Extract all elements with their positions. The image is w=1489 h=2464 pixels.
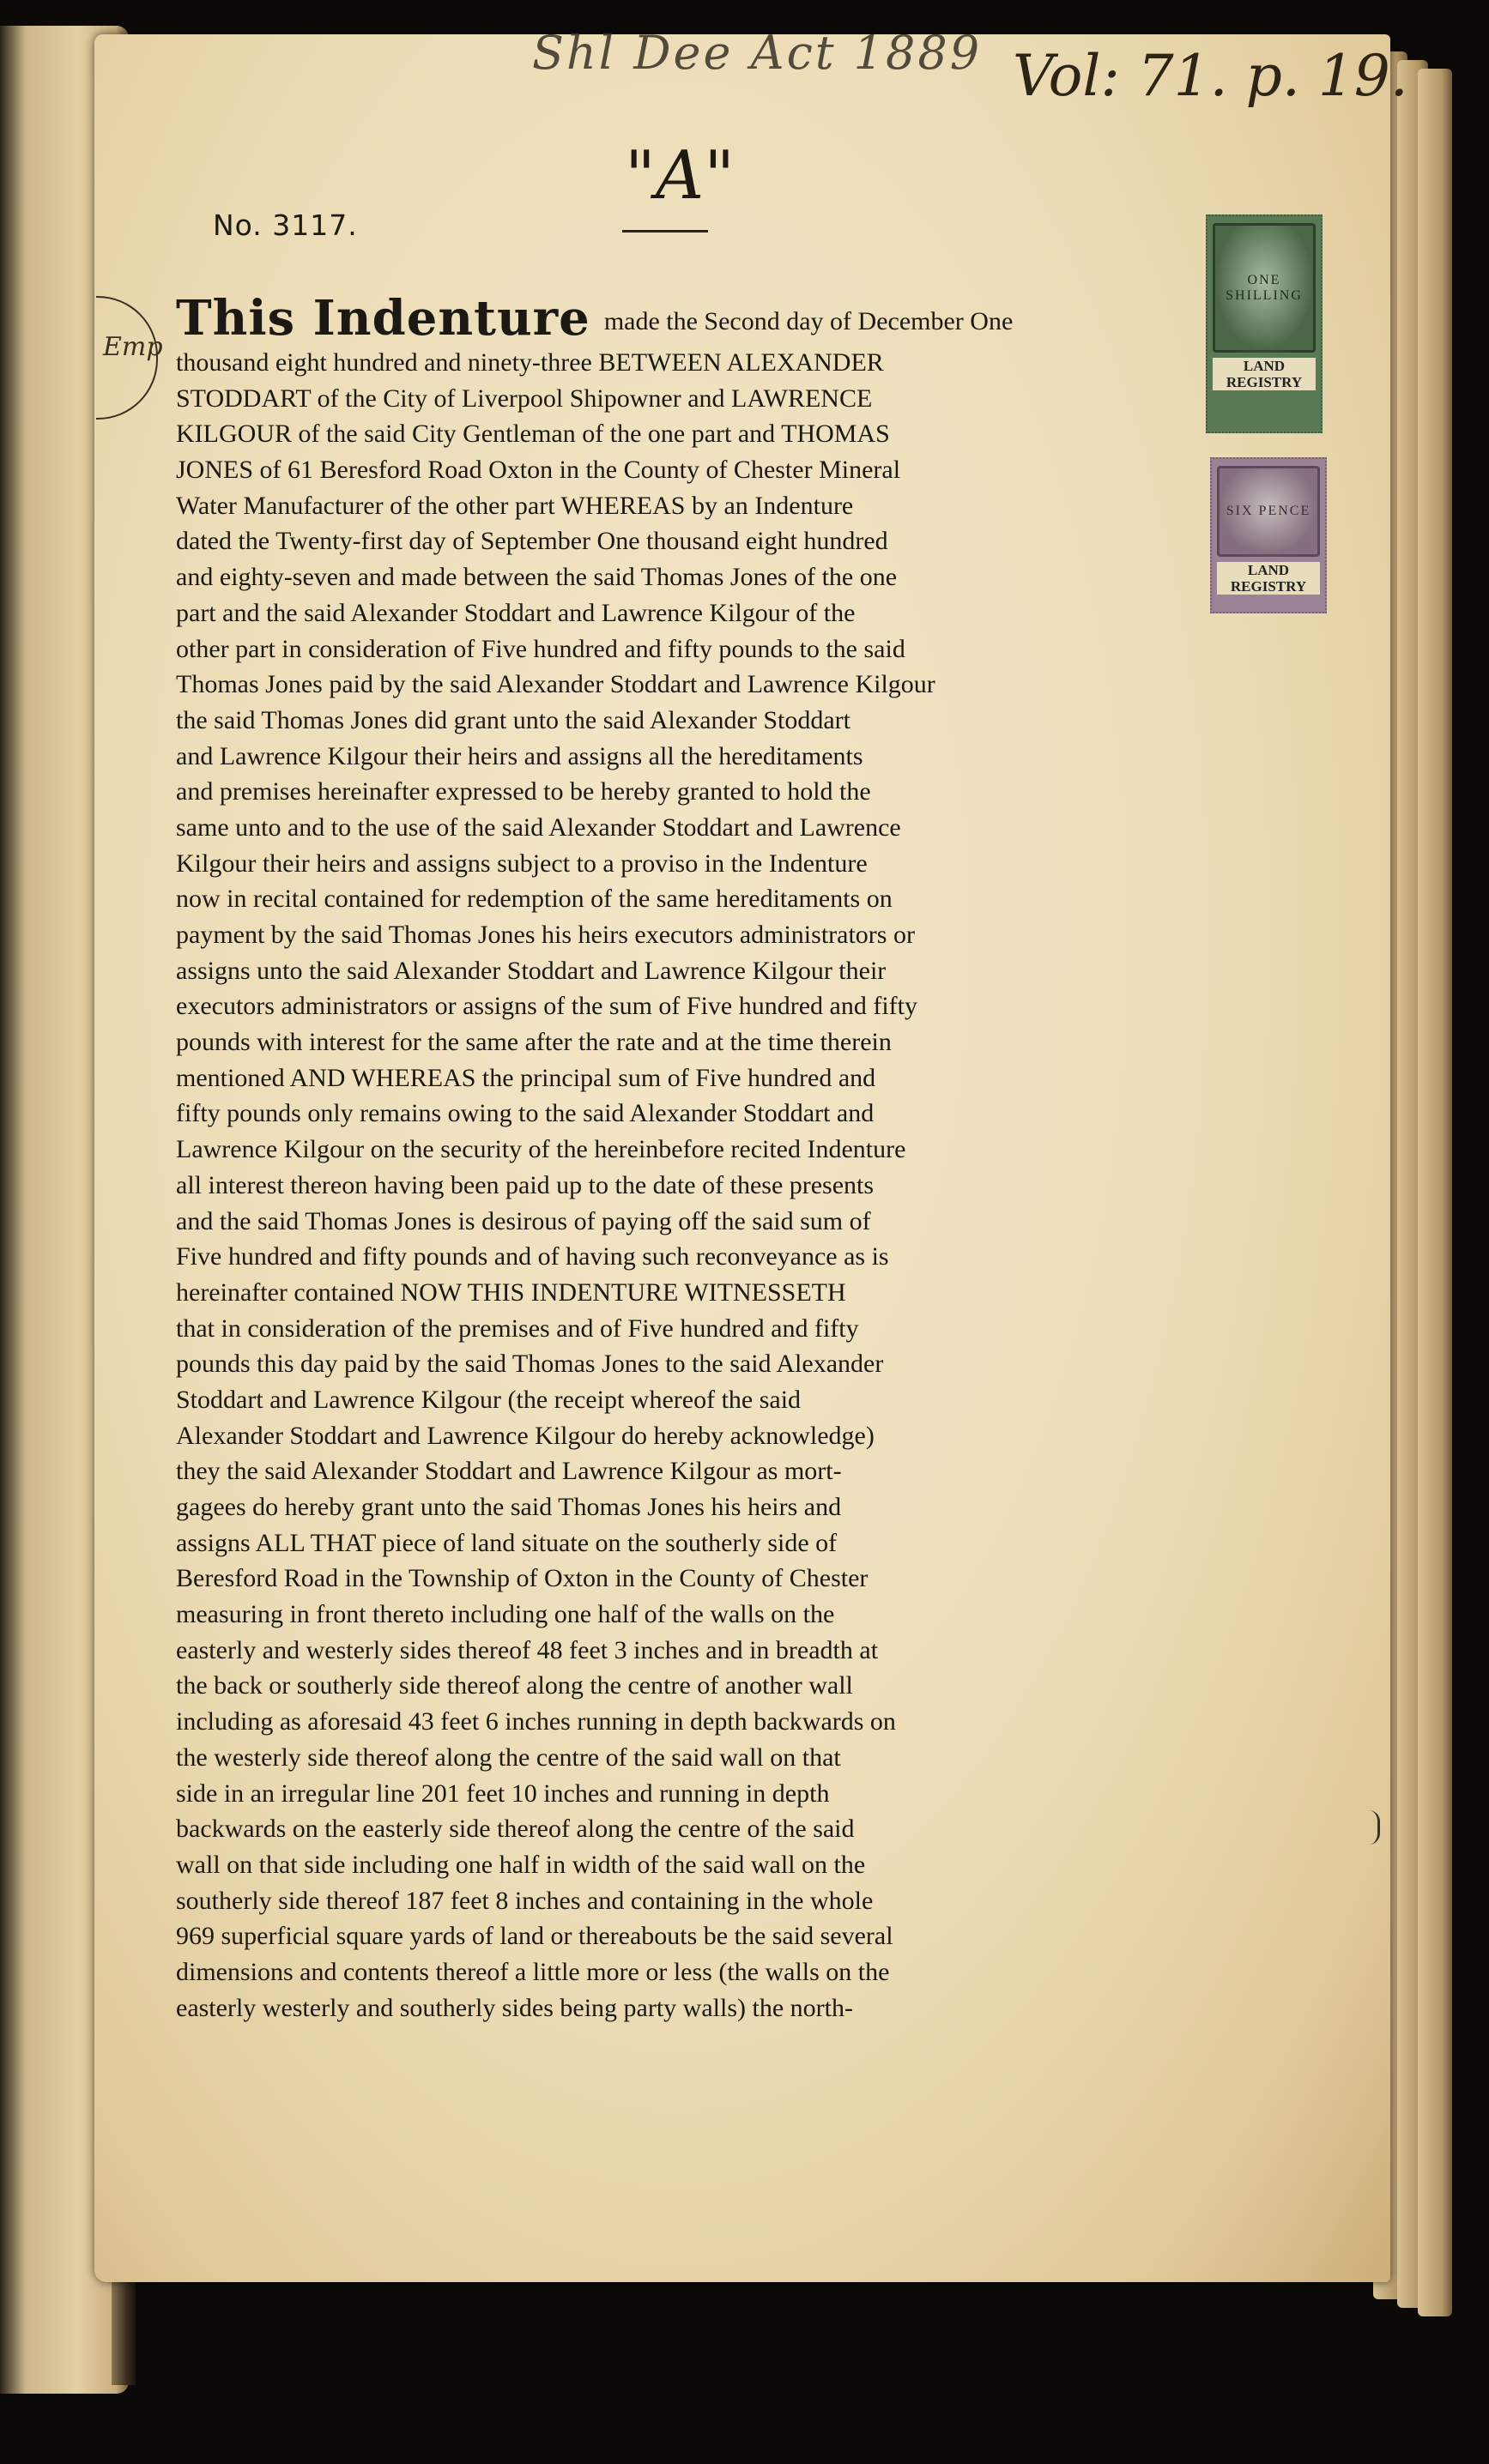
body-line: fifty pounds only remains owing to the said Alexander Stoddart and (176, 1099, 875, 1128)
body-line: executors administrators or assigns of the sum of Five hundred and fifty (176, 992, 917, 1021)
body-line: pounds this day paid by the said Thomas Jones to the said Alexander (176, 1350, 884, 1379)
body-line: Stoddart and Lawrence Kilgour (the receipt whereof the said (176, 1385, 802, 1414)
body-line: side in an irregular line 201 feet 10 inches and running in depth (176, 1779, 830, 1808)
body-line: including as aforesaid 43 feet 6 inches running in depth backwards on (176, 1707, 896, 1736)
body-line: STODDART of the City of Liverpool Shipowner and LAWRENCE (176, 383, 873, 413)
document-number: No. 3117. (213, 208, 358, 242)
body-line: Lawrence Kilgour on the security of the hereinbefore recited Indenture (176, 1135, 906, 1164)
body-line: measuring in front thereto including one half of the walls on the (176, 1600, 835, 1629)
body-line: Five hundred and fifty pounds and of having such reconveyance as is (176, 1242, 889, 1271)
body-line: pounds with interest for the same after the rate and at the time therein (176, 1028, 892, 1057)
body-line: Kilgour their heirs and assigns subject to a proviso in the Indenture (176, 849, 868, 878)
stamp-label-line: LAND (1243, 358, 1286, 374)
queen-portrait-icon (1213, 223, 1316, 353)
revenue-stamp-six-pence (1210, 457, 1327, 613)
body-line: assigns ALL THAT piece of land situate on the southerly side of (176, 1528, 838, 1557)
body-line: the back or southerly side thereof along the centre of another wall (176, 1671, 853, 1700)
schedule-mark: "A" (625, 137, 735, 214)
stamp-label-line: LAND (1247, 562, 1290, 578)
body-line: other part in consideration of Five hundred and fifty pounds to the said (176, 634, 905, 663)
body-line: Thomas Jones paid by the said Alexander Stoddart and Lawrence Kilgour (176, 670, 935, 699)
body-line-text: made the Second day of December One (603, 307, 1014, 335)
body-lines (176, 345, 1034, 2026)
body-line: and Lawrence Kilgour their heirs and assigns all the hereditaments (176, 741, 863, 770)
body-line: wall on that side including one half in width of the said wall on the (176, 1850, 866, 1879)
body-line: assigns unto the said Alexander Stoddart and Lawrence Kilgour their (176, 956, 887, 985)
body-line: part and the said Alexander Stoddart and Lawrence Kilgour of the (176, 598, 856, 627)
body-line: KILGOUR of the said City Gentleman of the one part and THOMAS (176, 420, 890, 449)
body-line: and the said Thomas Jones is desirous of paying off the said sum of (176, 1206, 871, 1235)
handwritten-annotation: Shl Dee Act 1889 (532, 26, 983, 80)
body-line: the said Thomas Jones did grant unto the said Alexander Stoddart (176, 705, 850, 734)
body-line: JONES of 61 Beresford Road Oxton in the County of Chester Mineral (176, 456, 901, 485)
body-line: same unto and to the use of the said Alexander Stoddart and Lawrence (176, 812, 901, 842)
body-line: hereinafter contained NOW THIS INDENTURE WITNESSETH (176, 1277, 846, 1307)
opening-words: This Indenture (176, 290, 590, 347)
body-line: all interest thereon having been paid up to the date of these presents (176, 1170, 875, 1199)
stamp-denomination: ONE SHILLING (1226, 272, 1303, 303)
indenture-body (176, 292, 1034, 2026)
body-line: mentioned AND WHEREAS the principal sum of Five hundred and (176, 1063, 876, 1092)
volume-reference: Vol: 71. p. 19. (1013, 43, 1408, 109)
stamp-label (1217, 562, 1320, 595)
body-line: 969 superficial square yards of land or thereabouts be the said several (176, 1922, 893, 1951)
body-line: southerly side thereof 187 feet 8 inches and containing in the whole (176, 1886, 874, 1915)
body-line: backwards on the easterly side thereof along the centre of the said (176, 1815, 855, 1844)
body-line: dimensions and contents thereof a little more or less (the walls on the (176, 1957, 890, 1986)
body-line: and premises hereinafter expressed to be hereby granted to hold the (176, 777, 871, 806)
stamp-denomination: SIX PENCE (1226, 504, 1311, 518)
stamp-label (1213, 358, 1316, 390)
body-line: easterly westerly and southerly sides being party walls) the north- (176, 1993, 853, 2022)
stamp-label-line: REGISTRY (1226, 374, 1303, 390)
schedule-underline (622, 230, 708, 233)
stamp-label-line: REGISTRY (1230, 578, 1307, 595)
body-line (176, 292, 1034, 345)
body-line: they the said Alexander Stoddart and Lawrence Kilgour as mort- (176, 1457, 842, 1486)
body-line: Water Manufacturer of the other part WHEREAS by an Indenture (176, 491, 854, 520)
queen-portrait-icon (1217, 466, 1320, 557)
body-line: dated the Twenty-first day of September One thousand eight hundred (176, 527, 888, 556)
margin-annotation: Emp (103, 332, 163, 362)
body-line: payment by the said Thomas Jones his heirs executors administrators or (176, 921, 915, 949)
body-line: thousand eight hundred and ninety-three BETWEEN ALEXANDER (176, 348, 884, 377)
body-line: the westerly side thereof along the centre of the said wall on that (176, 1742, 841, 1772)
body-line: that in consideration of the premises and of Five hundred and fifty (176, 1314, 859, 1343)
body-line: and eighty-seven and made between the said Thomas Jones of the one (176, 563, 898, 592)
body-line: gagees do hereby grant unto the said Thomas Jones his heirs and (176, 1493, 842, 1521)
page-edge (1418, 69, 1452, 2316)
body-line: Beresford Road in the Township of Oxton in the County of Chester (176, 1564, 869, 1593)
revenue-stamp-one-shilling (1206, 214, 1323, 433)
body-line: now in recital contained for redemption of the same hereditaments on (176, 885, 893, 914)
body-line: Alexander Stoddart and Lawrence Kilgour do hereby acknowledge) (176, 1421, 875, 1450)
body-line: easterly and westerly sides thereof 48 feet 3 inches and in breadth at (176, 1635, 879, 1664)
